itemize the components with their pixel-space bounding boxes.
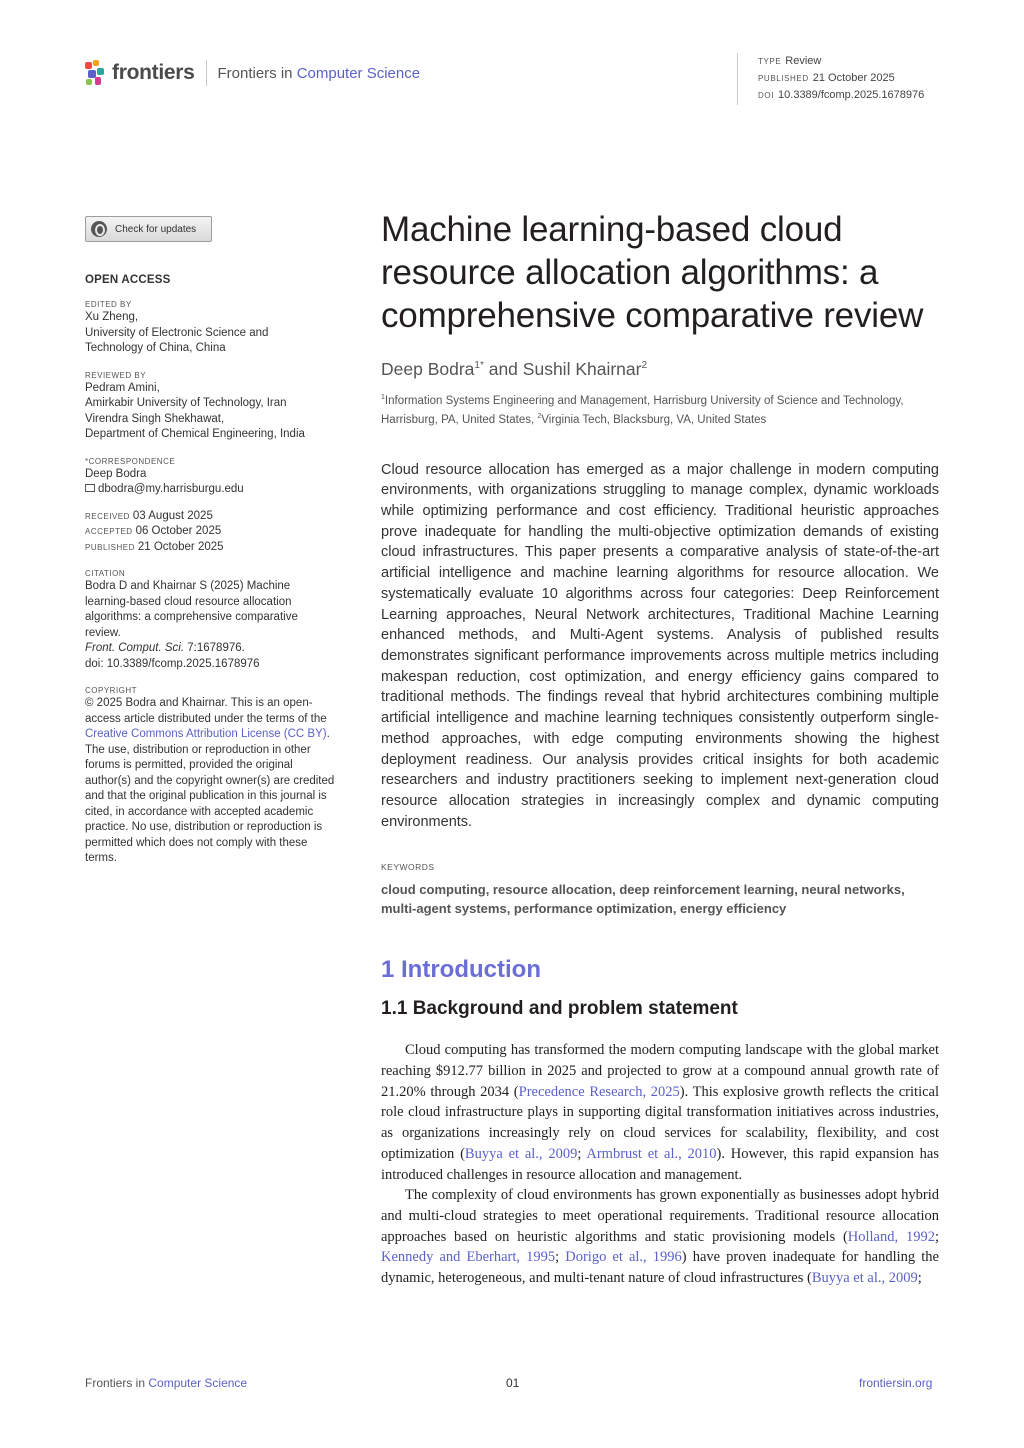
edited-by: Xu Zheng, University of Electronic Science and Technology of China, China xyxy=(85,311,269,354)
cc-by-license-link[interactable]: Creative Commons Attribution License (CC BY) xyxy=(85,728,327,740)
citation: Bodra D and Khairnar S (2025) Machine learning-based cloud resource allocation algorithms: a comprehensive comparative review. Front. Comput. Sci. 7:1678976. doi: 10.3389/fcomp.2025.1678976 xyxy=(85,579,340,672)
sidebar xyxy=(85,216,340,867)
journal-prefix: Frontiers in xyxy=(217,64,293,82)
edited-by-label: EDITED BY xyxy=(85,300,132,309)
author-bodra[interactable]: Deep Bodra xyxy=(381,359,475,379)
ref-kennedy-1995[interactable]: Kennedy and Eberhart, 1995 xyxy=(381,1249,556,1266)
ref-dorigo-1996[interactable]: Dorigo et al., 1996 xyxy=(565,1249,682,1266)
citation-label: CITATION xyxy=(85,569,126,578)
meta-type: TYPE Review xyxy=(758,55,822,67)
brand-name: frontiers xyxy=(112,61,195,84)
footer-journal[interactable]: Frontiers in Computer Science xyxy=(85,1376,248,1390)
copyright: © 2025 Bodra and Khairnar. This is an open-access article distributed under the terms of the Creative Commons Attribution License (CC BY). The use, distribution or reproduction in other forums is permitted, provided the original author(s) and the copyright owner(s) are credited and that the original publication in this journal is cited, in accordance with accepted academic practice. No use, distribution or reproduction is permitted which does not comply with these terms. xyxy=(85,697,335,864)
reviewed-by-label: REVIEWED BY xyxy=(85,370,147,380)
correspondence-email[interactable]: dbodra@my.harrisburgu.edu xyxy=(98,483,244,495)
footer-site-link[interactable]: frontiersin.org xyxy=(859,1376,933,1390)
published-date: PUBLISHED 21 October 2025 xyxy=(85,540,224,553)
body-text xyxy=(381,1040,939,1288)
abstract: Cloud resource allocation has emerged as a major challenge in modern computing environments, with organizations struggling to manage complex, dynamic workloads while optimizing performance and cost efficiency. Traditional heuristic approaches prove inadequate for handling the multi-objective optimization demands of existing cloud infrastructures. This paper presents a comparative analysis of state-of-the-art artificial intelligence and machine learning algorithms for resource allocation. We systematically evaluate 10 algorithms across four categories: Deep Reinforcement Learning approaches, Neural Network architectures, Traditional Machine Learning enhanced methods, and Multi-Agent systems. Analysis of published results demonstrates significant performance improvements across multiple metrics including makespan reduction, cost optimization, and energy efficiency gains compared to traditional methods. The findings reveal that hybrid architectures combining multiple artificial intelligence and machine learning techniques consistently outperform single-method approaches, with edge computing environments showing the highest deployment readiness. Our analysis provides critical insights for both academic researchers and industry practitioners seeking to implement next-generation cloud resource allocation strategies in increasingly complex and dynamic computing environments. xyxy=(381,461,939,830)
ref-buyya-2009[interactable]: Buyya et al., 2009 xyxy=(464,1145,578,1162)
logo-divider xyxy=(206,60,207,86)
crossmark-icon xyxy=(91,221,107,237)
dates xyxy=(85,509,340,556)
open-access-label: OPEN ACCESS xyxy=(85,274,171,286)
subsection-background: 1.1 Background and problem statement xyxy=(381,998,738,1020)
accepted-date: ACCEPTED 06 October 2025 xyxy=(85,525,222,537)
citation-volume: 7:1678976. xyxy=(187,642,245,654)
affiliations: $^1$Information Systems Engineering and Management, Harrisburg University of Science and Technology, Harrisburg, PA, United States, $^2$Virginia Tech, Blacksburg, VA, United States xyxy=(381,394,904,426)
article-meta xyxy=(737,53,924,105)
mail-icon xyxy=(85,484,95,492)
correspondence-label: *CORRESPONDENCE xyxy=(85,456,176,466)
footer-journal-link[interactable]: Computer Science xyxy=(148,1376,248,1390)
correspondence-name: Deep Bodra xyxy=(85,467,147,480)
received-date: RECEIVED 03 August 2025 xyxy=(85,509,213,522)
citation-journal: Front. Comput. Sci. xyxy=(85,642,185,654)
main-column xyxy=(381,208,939,1289)
correspondence xyxy=(85,467,340,498)
meta-doi[interactable]: DOI 10.3389/fcomp.2025.1678976 xyxy=(758,89,925,101)
paragraph-1: Cloud computing has transformed the modern computing landscape with the global market reaching $912.77 billion in 2025 and projected to grow at a compound annual growth rate of 21.20% through 2034 (Precedence Research, 2025). This explosive growth reflects the critical role cloud infrastructure plays in supporting digital transformation initiatives across industries, as organizations increasingly rely on cloud services for scalability, flexibility, and cost optimization (Buyya et al., 2009; Armbrust et al., 2010). However, this rapid expansion has introduced challenges in resource allocation and management. xyxy=(381,1042,939,1183)
journal-title[interactable] xyxy=(217,65,420,82)
doi-link[interactable]: 10.3389/fcomp.2025.1678976 xyxy=(778,89,925,101)
ref-holland-1992[interactable]: Holland, 1992 xyxy=(847,1228,935,1245)
copyright-label: COPYRIGHT xyxy=(85,686,138,695)
section-introduction: 1 Introduction xyxy=(381,956,541,984)
keywords-label: KEYWORDS xyxy=(381,862,435,873)
journal-name-link[interactable]: Computer Science xyxy=(296,64,421,82)
citation-doi[interactable]: doi: 10.3389/fcomp.2025.1678976 xyxy=(85,657,260,670)
correspondence-email-row[interactable] xyxy=(85,482,340,498)
keywords: cloud computing, resource allocation, deep reinforcement learning, neural networks, multi-agent systems, performance optimization, energy efficiency xyxy=(381,882,905,917)
frontiers-logo-icon xyxy=(85,60,107,86)
authors: Deep Bodra$^{1*}$ and Sushil Khairnar$^2$ xyxy=(381,359,648,379)
author-khairnar[interactable]: Sushil Khairnar xyxy=(522,359,642,379)
page-number: 01 xyxy=(506,1376,520,1390)
check-updates-label: Check for updates xyxy=(115,223,197,235)
paragraph-2: The complexity of cloud environments has grown exponentially as businesses adopt hybrid and multi-cloud strategies to meet operational requirements. Traditional resource allocation approaches based on heuristic algorithms and static provisioning models (Holland, 1992; Kennedy and Eberhart, 1995; Dorigo et al., 1996) have proven inadequate for handling the dynamic, heterogeneous, and multi-tenant nature of cloud infrastructures (Buyya et al., 2009; xyxy=(381,1187,939,1287)
ref-armbrust-2010[interactable]: Armbrust et al., 2010 xyxy=(586,1145,717,1162)
ref-precedence-research[interactable]: Precedence Research, 2025 xyxy=(518,1083,680,1100)
reviewed-by: Pedram Amini, Amirkabir University of Technology, Iran Virendra Singh Shekhawat, Department of Chemical Engineering, India xyxy=(85,381,305,440)
ref-buyya-2009-b[interactable]: Buyya et al., 2009 xyxy=(811,1270,918,1287)
meta-published: PUBLISHED 21 October 2025 xyxy=(758,72,895,84)
article-title: Machine learning-based cloud resource allocation algorithms: a comprehensive comparative review xyxy=(381,210,924,335)
check-updates-button[interactable] xyxy=(85,216,212,242)
frontiers-logo[interactable] xyxy=(85,58,420,88)
